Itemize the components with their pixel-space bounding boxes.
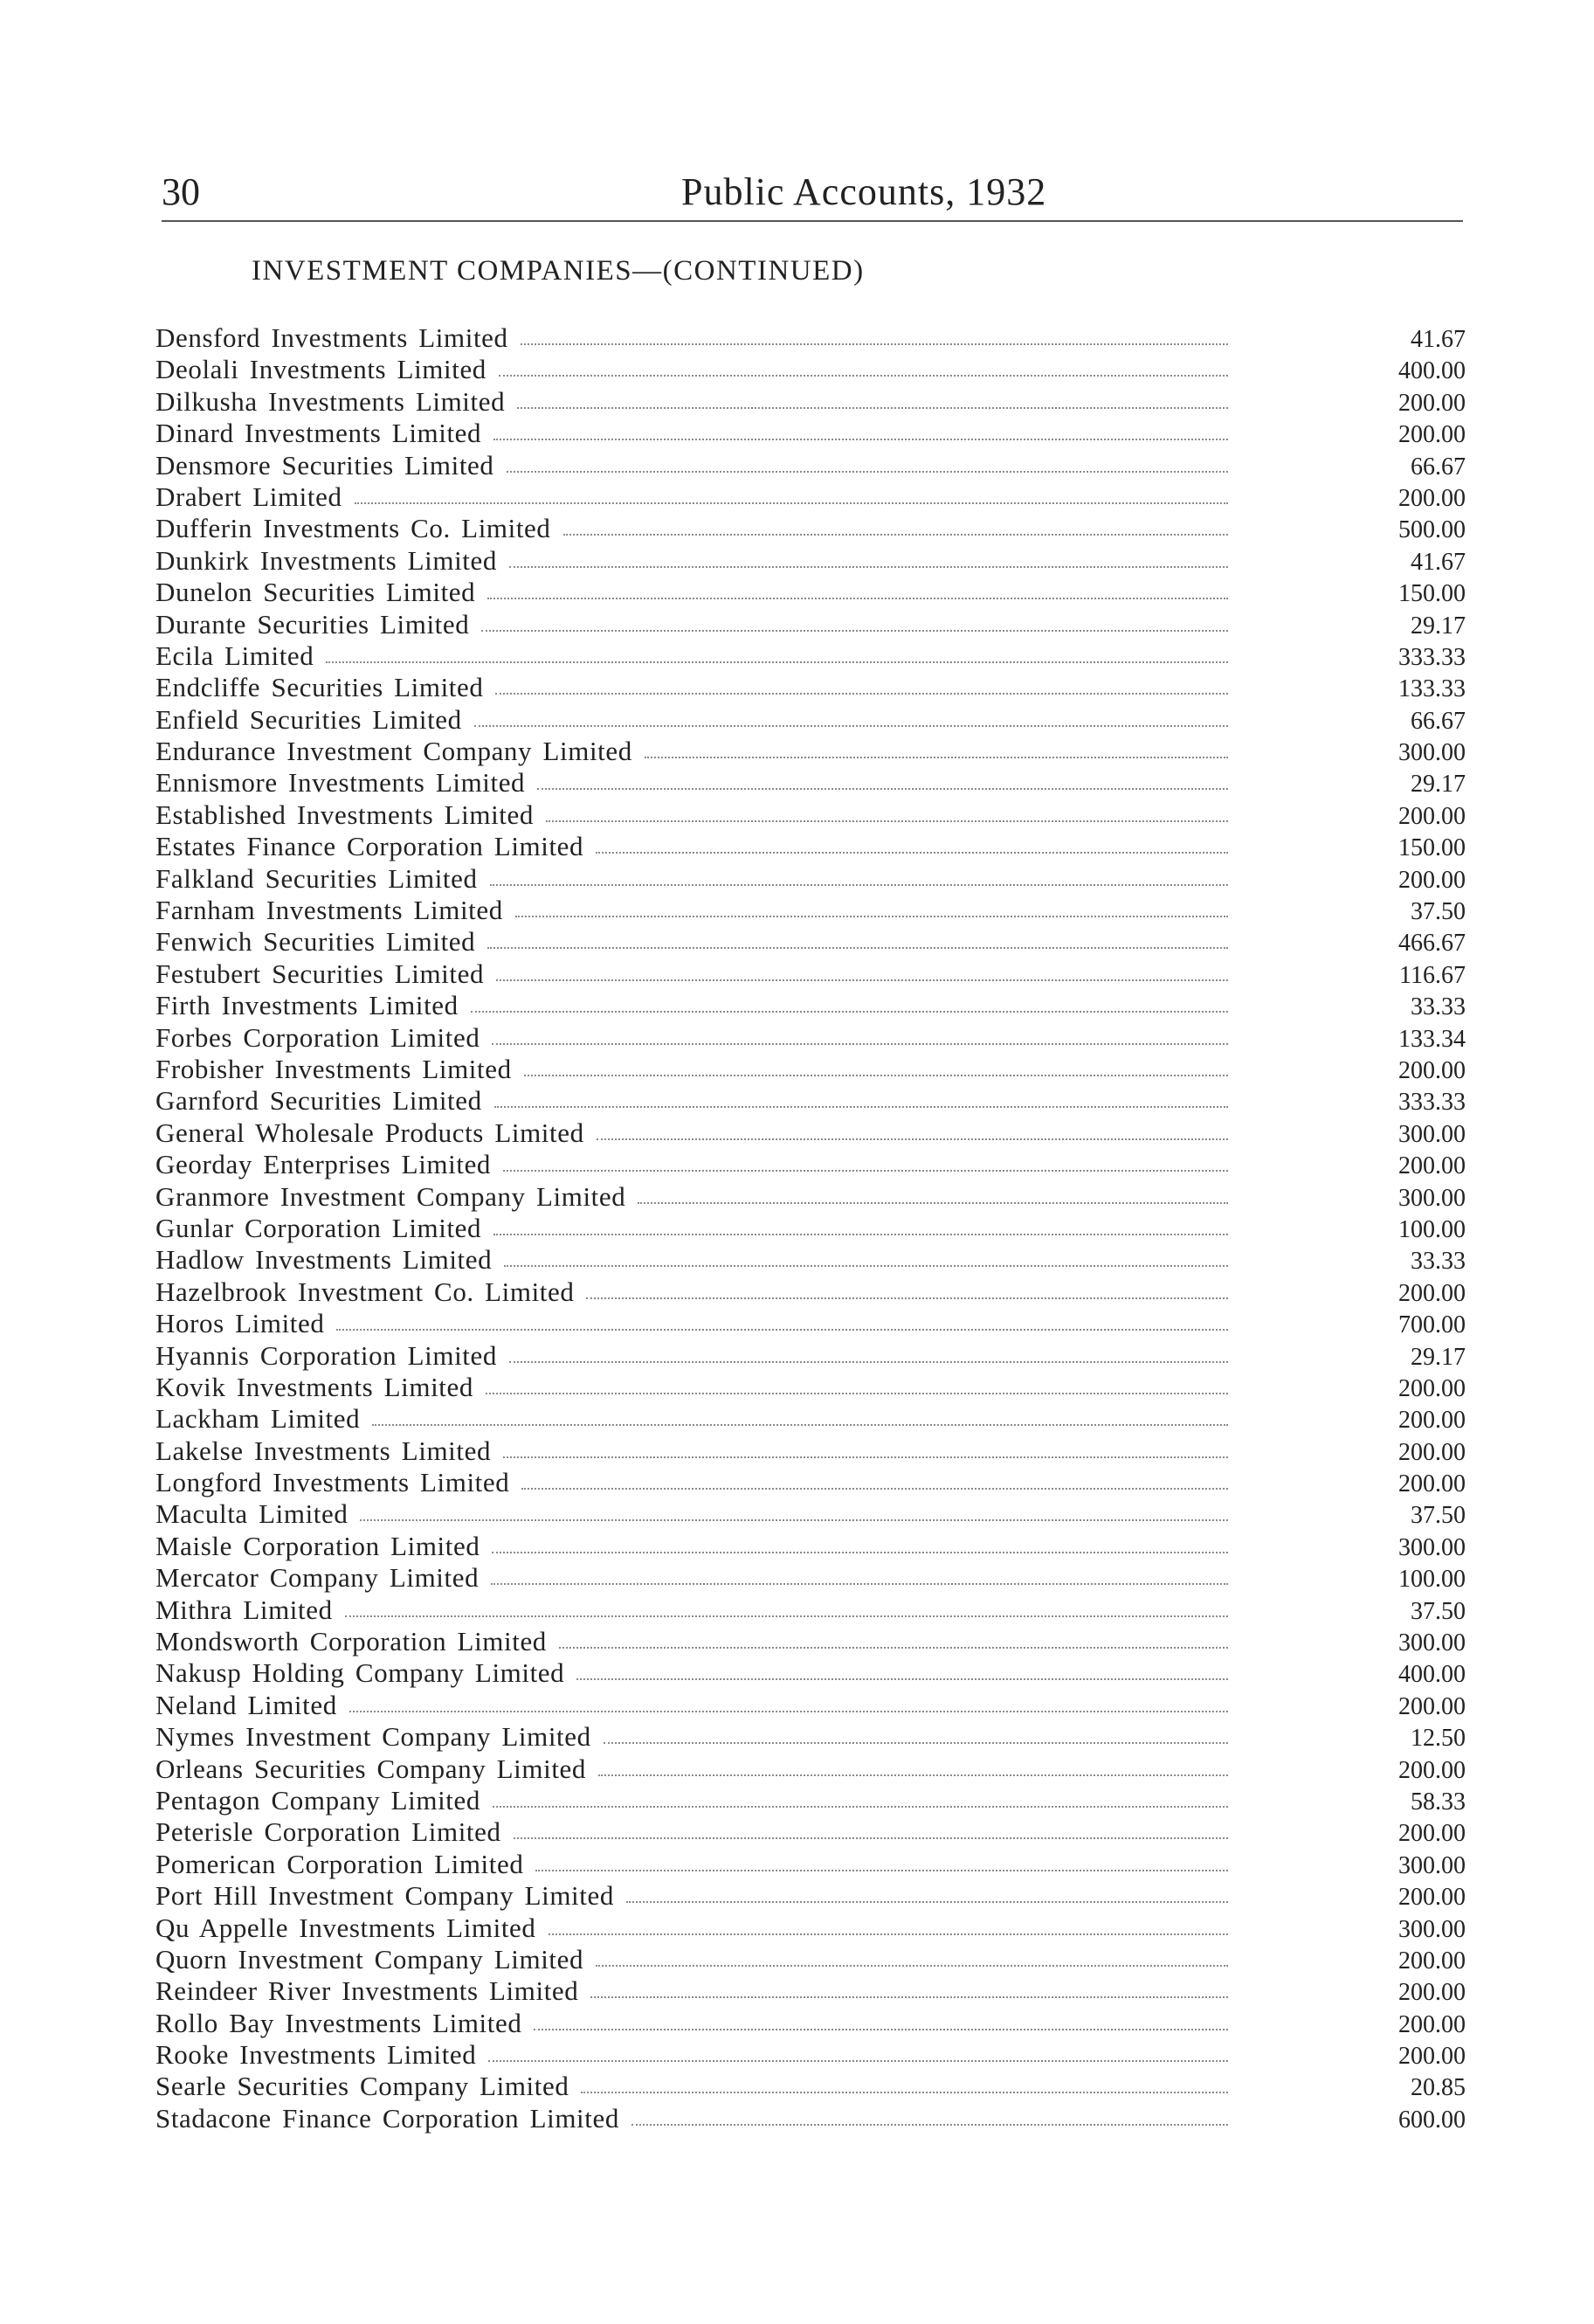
dot-leader: [507, 471, 1229, 473]
entry-name: Lakelse Investments Limited: [155, 1435, 492, 1466]
entry-name: Kovik Investments Limited: [155, 1371, 473, 1402]
list-item: [155, 1753, 1466, 1785]
entry-name: Neland Limited: [155, 1689, 337, 1720]
entry-amount: 200.00: [1398, 866, 1466, 894]
entry-amount: 12.50: [1411, 1725, 1466, 1753]
entry-amount: 29.17: [1411, 1343, 1466, 1371]
entry-name: Maisle Corporation Limited: [155, 1530, 480, 1561]
entry-amount: 300.00: [1398, 1915, 1466, 1943]
list-item: [155, 1880, 1466, 1912]
entry-name: Festubert Securities Limited: [155, 958, 485, 989]
dot-leader: [474, 725, 1228, 727]
entry-name: Fenwich Securities Limited: [155, 926, 476, 958]
entry-name: Farnham Investments Limited: [155, 895, 503, 926]
entry-name: Mercator Company Limited: [155, 1562, 480, 1594]
dot-leader: [349, 1711, 1228, 1712]
list-item: [155, 704, 1466, 736]
entry-amount: 300.00: [1398, 739, 1466, 767]
list-item: [155, 1467, 1466, 1498]
list-item: [155, 831, 1466, 862]
dot-leader: [645, 757, 1228, 758]
entry-name: Pomerican Corporation Limited: [155, 1848, 524, 1879]
entry-name: Dunkirk Investments Limited: [155, 544, 497, 576]
dot-leader: [596, 1965, 1228, 1967]
list-item: [155, 1721, 1466, 1753]
list-item: [155, 1816, 1466, 1848]
entry-name: Hadlow Investments Limited: [155, 1244, 493, 1276]
list-item: [155, 863, 1466, 895]
dot-leader: [581, 2092, 1228, 2093]
list-item: [155, 2071, 1466, 2102]
entry-name: Densford Investments Limited: [155, 322, 508, 353]
list-item: [155, 926, 1466, 958]
list-item: [155, 2103, 1466, 2134]
entry-amount: 300.00: [1398, 1120, 1466, 1148]
list-item: [155, 1657, 1466, 1689]
entry-name: Pentagon Company Limited: [155, 1784, 480, 1816]
list-item: [155, 1308, 1466, 1339]
entry-amount: 150.00: [1398, 834, 1466, 862]
entry-name: Nymes Investment Company Limited: [155, 1721, 591, 1753]
entry-name: Ennismore Investments Limited: [155, 767, 526, 799]
entry-name: General Wholesale Products Limited: [155, 1117, 584, 1148]
entry-name: Estates Finance Corporation Limited: [155, 831, 584, 862]
list-item: [155, 1690, 1466, 1721]
entry-name: Endcliffe Securities Limited: [155, 672, 484, 703]
list-item: [155, 1531, 1466, 1562]
dot-leader: [355, 502, 1228, 504]
entry-amount: 333.33: [1398, 643, 1466, 671]
dot-leader: [524, 1075, 1228, 1076]
dot-leader: [372, 1424, 1228, 1426]
entry-amount: 200.00: [1398, 1279, 1466, 1307]
entry-amount: 300.00: [1398, 1629, 1466, 1657]
list-item: [155, 418, 1466, 449]
entry-name: Orleans Securities Company Limited: [155, 1753, 586, 1784]
entry-amount: 200.00: [1398, 1692, 1466, 1720]
entry-name: Dilkusha Investments Limited: [155, 385, 506, 417]
entry-amount: 400.00: [1398, 1661, 1466, 1689]
dot-leader: [517, 407, 1228, 409]
dot-leader: [504, 1265, 1228, 1267]
dot-leader: [534, 2029, 1228, 2030]
entry-amount: 200.00: [1398, 1947, 1466, 1975]
dot-leader: [563, 534, 1229, 536]
list-item: [155, 990, 1466, 1021]
entry-name: Lackham Limited: [155, 1403, 361, 1435]
list-item: [155, 2039, 1466, 2071]
entry-name: Durante Securities Limited: [155, 608, 470, 640]
list-item: [155, 1785, 1466, 1816]
entry-name: Garnford Securities Limited: [155, 1085, 482, 1117]
entry-name: Forbes Corporation Limited: [155, 1021, 480, 1053]
list-item: [155, 1403, 1466, 1435]
dot-leader: [596, 852, 1228, 854]
entry-name: Endurance Investment Company Limited: [155, 736, 632, 767]
dot-leader: [546, 820, 1228, 822]
entry-amount: 100.00: [1398, 1215, 1466, 1243]
entry-amount: 200.00: [1398, 802, 1466, 830]
dot-leader: [514, 1837, 1228, 1839]
list-item: [155, 1562, 1466, 1594]
list-item: [155, 799, 1466, 831]
list-item: [155, 1435, 1466, 1467]
entry-amount: 133.34: [1398, 1025, 1466, 1053]
list-item: [155, 672, 1466, 703]
entry-name: Georday Enterprises Limited: [155, 1149, 492, 1180]
list-item: [155, 767, 1466, 799]
entries-list: [155, 322, 1466, 2134]
dot-leader: [521, 343, 1228, 345]
entry-name: Mithra Limited: [155, 1594, 333, 1625]
entry-name: Rollo Bay Investments Limited: [155, 2007, 522, 2038]
entry-amount: 200.00: [1398, 1470, 1466, 1498]
entry-name: Maculta Limited: [155, 1498, 348, 1530]
dot-leader: [494, 1106, 1228, 1108]
list-item: [155, 1626, 1466, 1657]
dot-leader: [576, 1678, 1228, 1680]
entry-amount: 100.00: [1398, 1566, 1466, 1594]
dot-leader: [598, 1774, 1228, 1776]
dot-leader: [521, 1488, 1228, 1490]
dot-leader: [509, 566, 1228, 568]
dot-leader: [515, 916, 1228, 917]
entry-name: Horos Limited: [155, 1308, 325, 1339]
list-item: [155, 1244, 1466, 1276]
dot-leader: [345, 1615, 1228, 1617]
entry-amount: 41.67: [1411, 548, 1466, 576]
entry-name: Densmore Securities Limited: [155, 449, 494, 481]
entry-amount: 200.00: [1398, 389, 1466, 417]
entry-amount: 58.33: [1411, 1788, 1466, 1816]
list-item: [155, 322, 1466, 354]
entry-amount: 29.17: [1411, 612, 1466, 640]
entry-amount: 41.67: [1411, 326, 1466, 353]
dot-leader: [535, 1870, 1228, 1871]
entry-name: Frobisher Investments Limited: [155, 1053, 512, 1084]
list-item: [155, 736, 1466, 767]
dot-leader: [495, 693, 1228, 695]
header-rule: [162, 220, 1463, 222]
list-item: [155, 1975, 1466, 2007]
entry-amount: 300.00: [1398, 1184, 1466, 1212]
list-item: [155, 1849, 1466, 1880]
entry-name: Reindeer River Investments Limited: [155, 1975, 579, 2007]
list-item: [155, 1340, 1466, 1372]
dot-leader: [638, 1202, 1228, 1204]
entry-name: Ecila Limited: [155, 640, 314, 671]
page-number: 30: [162, 170, 200, 213]
running-title: Public Accounts, 1932: [681, 170, 1047, 213]
entry-name: Stadacone Finance Corporation Limited: [155, 2102, 619, 2134]
dot-leader: [492, 1552, 1228, 1553]
dot-leader: [503, 1170, 1228, 1172]
dot-leader: [597, 1138, 1228, 1140]
entry-name: Falkland Securities Limited: [155, 862, 478, 894]
list-item: [155, 1944, 1466, 1975]
list-item: [155, 1498, 1466, 1530]
dot-leader: [586, 1297, 1228, 1299]
entry-amount: 116.67: [1399, 961, 1466, 989]
entry-name: Gunlar Corporation Limited: [155, 1212, 482, 1243]
entry-name: Dufferin Investments Co. Limited: [155, 513, 551, 544]
list-item: [155, 2008, 1466, 2039]
list-item: [155, 1594, 1466, 1626]
entry-name: Mondsworth Corporation Limited: [155, 1626, 547, 1657]
entry-amount: 150.00: [1398, 580, 1466, 608]
entry-name: Nakusp Holding Company Limited: [155, 1657, 565, 1689]
list-item: [155, 354, 1466, 385]
dot-leader: [481, 630, 1228, 632]
entry-amount: 300.00: [1398, 1851, 1466, 1879]
dot-leader: [487, 947, 1228, 949]
entry-name: Granmore Investment Company Limited: [155, 1180, 626, 1212]
entry-name: Rooke Investments Limited: [155, 2039, 477, 2071]
dot-leader: [492, 1043, 1228, 1045]
entry-name: Dunelon Securities Limited: [155, 577, 476, 608]
list-item: [155, 386, 1466, 418]
entry-amount: 200.00: [1398, 1884, 1466, 1912]
entry-amount: 29.17: [1411, 771, 1466, 799]
dot-leader: [549, 1933, 1228, 1935]
dot-leader: [496, 979, 1228, 981]
entry-name: Hyannis Corporation Limited: [155, 1339, 497, 1371]
list-item: [155, 481, 1466, 513]
entry-amount: 200.00: [1398, 2043, 1466, 2071]
entry-name: Port Hill Investment Company Limited: [155, 1880, 614, 1912]
entry-amount: 200.00: [1398, 484, 1466, 512]
entry-amount: 133.33: [1398, 675, 1466, 703]
entry-amount: 700.00: [1398, 1311, 1466, 1339]
entry-amount: 200.00: [1398, 1056, 1466, 1084]
dot-leader: [486, 1393, 1228, 1394]
dot-leader: [336, 1329, 1228, 1331]
dot-leader: [503, 1456, 1228, 1458]
entry-name: Established Investments Limited: [155, 799, 534, 830]
entry-amount: 333.33: [1398, 1089, 1466, 1117]
entry-name: Hazelbrook Investment Co. Limited: [155, 1276, 575, 1307]
entry-amount: 200.00: [1398, 1438, 1466, 1466]
dot-leader: [590, 1996, 1228, 1998]
entry-name: Firth Investments Limited: [155, 990, 459, 1021]
entry-name: Enfield Securities Limited: [155, 703, 462, 735]
dot-leader: [493, 1234, 1228, 1235]
dot-leader: [487, 598, 1228, 599]
entry-amount: 466.67: [1398, 930, 1466, 958]
dot-leader: [509, 1361, 1228, 1363]
dot-leader: [360, 1519, 1228, 1521]
entry-name: Dinard Investments Limited: [155, 418, 482, 449]
entry-amount: 400.00: [1398, 357, 1466, 385]
entry-amount: 33.33: [1411, 993, 1466, 1021]
entry-amount: 600.00: [1398, 2106, 1466, 2134]
entry-amount: 200.00: [1398, 1152, 1466, 1180]
entry-name: Drabert Limited: [155, 481, 342, 512]
list-item: [155, 1213, 1466, 1244]
list-item: [155, 1372, 1466, 1403]
entry-amount: 200.00: [1398, 1756, 1466, 1784]
list-item: [155, 1276, 1466, 1308]
list-item: [155, 895, 1466, 926]
entry-name: Peterisle Corporation Limited: [155, 1816, 501, 1848]
list-item: [155, 450, 1466, 481]
list-item: [155, 1181, 1466, 1213]
dot-leader: [493, 1806, 1228, 1808]
dot-leader: [326, 661, 1228, 663]
entry-amount: 33.33: [1411, 1248, 1466, 1276]
entry-name: Qu Appelle Investments Limited: [155, 1912, 536, 1943]
dot-leader: [471, 1011, 1228, 1013]
entry-name: Quorn Investment Company Limited: [155, 1943, 584, 1975]
list-item: [155, 1117, 1466, 1149]
list-item: [155, 513, 1466, 544]
entry-amount: 200.00: [1398, 1820, 1466, 1848]
entry-amount: 300.00: [1398, 1533, 1466, 1561]
section-title: INVESTMENT COMPANIES—(CONTINUED): [252, 255, 865, 287]
entry-amount: 500.00: [1398, 516, 1466, 544]
entry-amount: 37.50: [1411, 1502, 1466, 1530]
entry-amount: 20.85: [1411, 2074, 1466, 2102]
dot-leader: [493, 439, 1228, 440]
entry-amount: 200.00: [1398, 1374, 1466, 1402]
list-item: [155, 958, 1466, 990]
list-item: [155, 545, 1466, 577]
entry-amount: 66.67: [1411, 453, 1466, 481]
entry-amount: 200.00: [1398, 2010, 1466, 2038]
dot-leader: [631, 2124, 1228, 2126]
list-item: [155, 1912, 1466, 1944]
entry-amount: 66.67: [1411, 707, 1466, 735]
entry-amount: 200.00: [1398, 1979, 1466, 2007]
entry-name: Deolali Investments Limited: [155, 354, 486, 385]
dot-leader: [490, 884, 1228, 886]
dot-leader: [626, 1901, 1228, 1903]
dot-leader: [604, 1742, 1228, 1744]
list-item: [155, 1022, 1466, 1054]
dot-leader: [537, 788, 1228, 790]
dot-leader: [499, 375, 1228, 377]
dot-leader: [488, 2060, 1228, 2062]
entry-amount: 200.00: [1398, 421, 1466, 449]
page-header: [162, 166, 1472, 218]
dot-leader: [491, 1583, 1228, 1585]
entry-name: Longford Investments Limited: [155, 1467, 510, 1498]
list-item: [155, 640, 1466, 672]
list-item: [155, 1054, 1466, 1085]
entry-amount: 37.50: [1411, 1597, 1466, 1625]
list-item: [155, 1085, 1466, 1117]
list-item: [155, 1149, 1466, 1180]
entry-amount: 200.00: [1398, 1407, 1466, 1435]
list-item: [155, 577, 1466, 608]
list-item: [155, 609, 1466, 640]
entry-name: Searle Securities Company Limited: [155, 2071, 569, 2102]
entry-amount: 37.50: [1411, 898, 1466, 926]
dot-leader: [559, 1647, 1228, 1649]
